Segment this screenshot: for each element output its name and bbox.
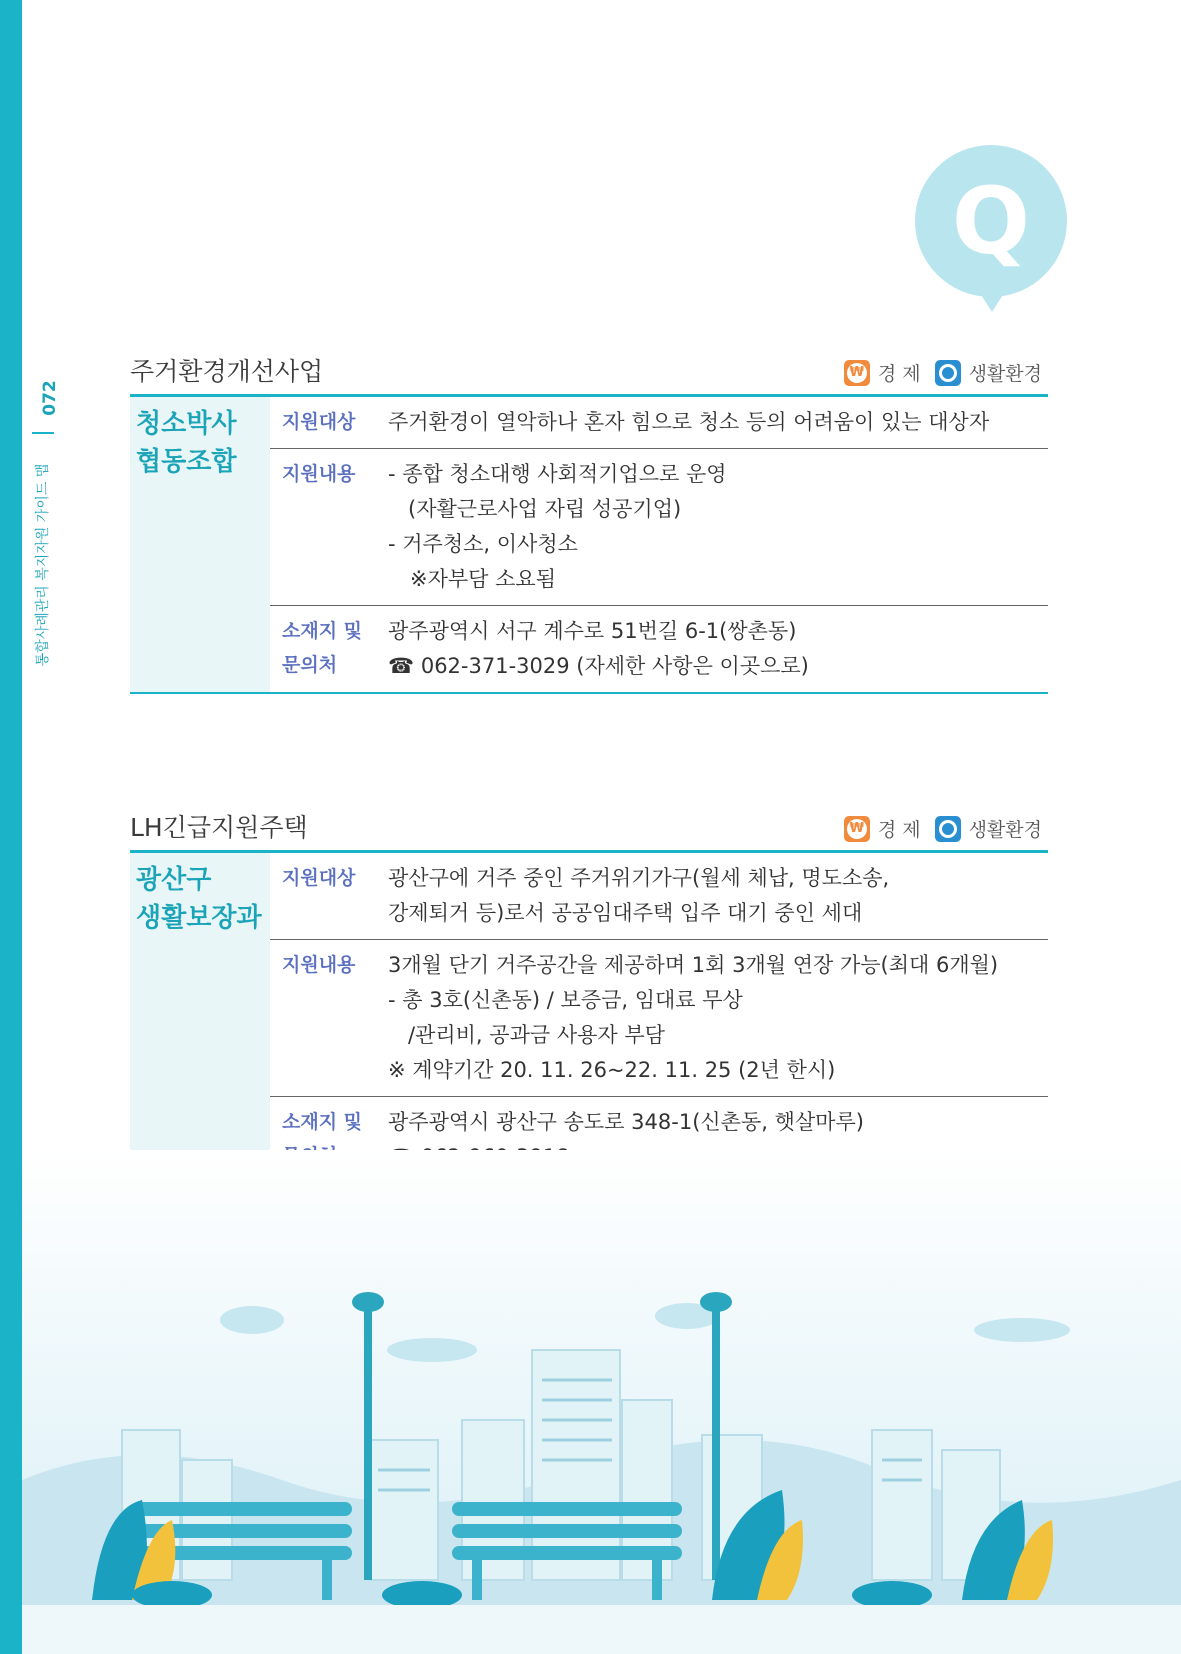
ground <box>22 1605 1181 1654</box>
content-line: ※자부담 소요됨 <box>410 567 556 591</box>
tag-economy: 경 제 <box>877 819 921 841</box>
section-lh-emergency-housing <box>130 808 1048 1185</box>
content-line: - 거주청소, 이사청소 <box>388 532 578 556</box>
section-body <box>130 853 1048 1185</box>
info-rows <box>270 397 1048 692</box>
won-icon: ₩ <box>844 816 870 842</box>
org-line: 협동조합 <box>136 447 237 477</box>
org-line: 생활보장과 <box>136 903 262 933</box>
category-tags <box>844 359 1048 386</box>
row-label-line: 문의처 <box>282 654 338 676</box>
guide-title: 통합사례관리 복지자원 가이드 맵 <box>35 463 51 667</box>
row-content <box>388 614 1048 684</box>
row-label-line: 지원대상 <box>282 867 356 889</box>
gear-icon <box>935 360 961 386</box>
page-number <box>30 370 70 430</box>
category-tags <box>844 815 1048 842</box>
row-location <box>270 606 1048 692</box>
page-edge-bar <box>0 0 22 1654</box>
row-label-line: 소재지 및 <box>282 620 363 642</box>
address-line: 광주광역시 서구 계수로 51번길 6-1(쌍촌동) <box>388 619 797 643</box>
row-label <box>270 405 388 440</box>
content-line: ※ 계약기간 20. 11. 26~22. 11. 25 (2년 한시) <box>388 1058 836 1082</box>
info-rows <box>270 853 1048 1183</box>
row-label <box>270 457 388 597</box>
content-line: 광산구에 거주 중인 주거위기가구(월세 체납, 명도소송, <box>388 866 890 890</box>
row-label <box>270 948 388 1088</box>
content-line: 3개월 단기 거주공간을 제공하며 1회 3개월 연장 가능(최대 6개월) <box>388 953 999 977</box>
content-line: 강제퇴거 등)로서 공공임대주택 입주 대기 중인 세대 <box>388 901 863 925</box>
row-label-line: 지원내용 <box>282 463 356 485</box>
content-line: /관리비, 공과금 사용자 부담 <box>408 1023 665 1047</box>
tag-environment: 생활환경 <box>968 363 1042 385</box>
content-line: (자활근로사업 자립 성공기업) <box>408 497 682 521</box>
row-content <box>388 948 1048 1088</box>
park-city-illustration <box>22 1150 1181 1654</box>
org-line: 청소박사 <box>136 409 237 439</box>
row-content <box>388 457 1048 597</box>
tag-economy: 경 제 <box>877 363 921 385</box>
section-body <box>130 397 1048 694</box>
content-line: - 종합 청소대행 사회적기업으로 운영 <box>388 462 727 486</box>
row-target <box>270 397 1048 449</box>
section-header <box>130 808 1048 853</box>
row-support <box>270 449 1048 606</box>
side-label <box>30 370 70 710</box>
address-line: 광주광역시 광산구 송도로 348-1(신촌동, 햇살마루) <box>388 1110 864 1134</box>
organization-name <box>130 853 270 1183</box>
tag-environment: 생활환경 <box>968 819 1042 841</box>
row-content <box>388 861 1048 931</box>
side-divider <box>32 432 54 434</box>
section-header <box>130 352 1048 397</box>
gear-icon <box>935 816 961 842</box>
section-title: LH긴급지원주택 <box>130 813 308 842</box>
row-label-line: 소재지 및 <box>282 1111 363 1133</box>
row-target <box>270 853 1048 940</box>
row-label-line: 지원대상 <box>282 411 356 433</box>
row-support <box>270 940 1048 1097</box>
content-line: - 총 3호(신촌동) / 보증금, 임대료 무상 <box>388 988 743 1012</box>
org-line: 광산구 <box>136 865 212 895</box>
content-line: 주거환경이 열악하나 혼자 힘으로 청소 등의 어려움이 있는 대상자 <box>388 410 990 434</box>
row-label <box>270 614 388 684</box>
won-icon: ₩ <box>844 360 870 386</box>
row-label <box>270 861 388 931</box>
organization-name <box>130 397 270 692</box>
section-title: 주거환경개선사업 <box>130 357 324 386</box>
page-number-text: 072 <box>40 380 60 416</box>
section-housing-improvement <box>130 352 1048 694</box>
row-content <box>388 405 1048 440</box>
phone-line: ☎ 062-371-3029 (자세한 사항은 이곳으로) <box>388 654 809 678</box>
q-letter: Q <box>951 168 1031 275</box>
row-label-line: 지원내용 <box>282 954 356 976</box>
